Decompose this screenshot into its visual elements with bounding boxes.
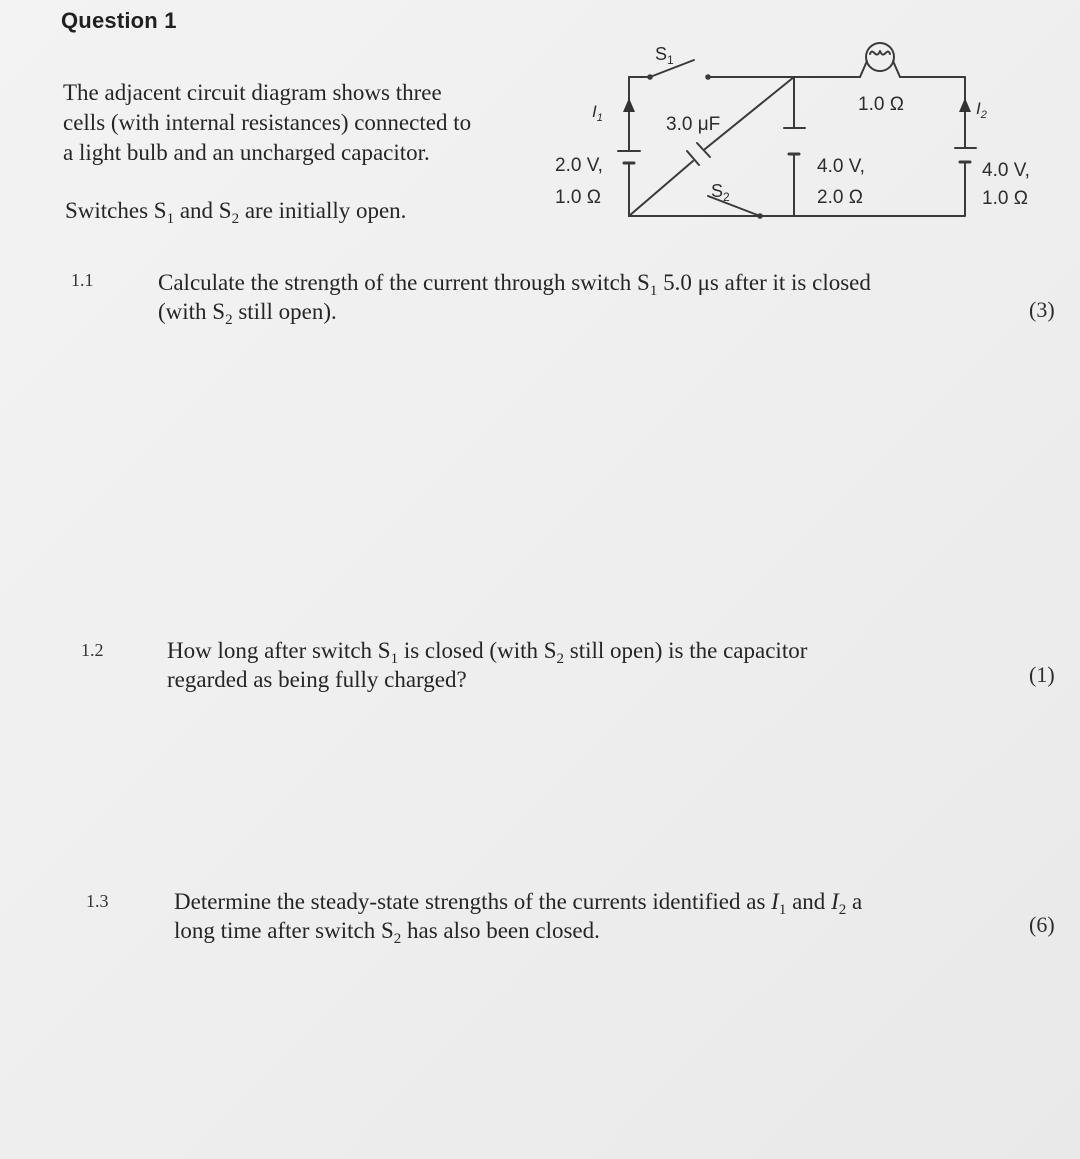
question-1-3-current-i1: I: [771, 889, 779, 914]
capacitor-diagonal-wire-left: [629, 161, 693, 216]
question-number-1-3: 1.3: [86, 891, 109, 911]
question-1-2-line-1-mid: is closed (with S: [398, 638, 557, 663]
question-1-1-line-1: [158, 268, 871, 297]
current-i2-arrow: [959, 98, 971, 112]
switches-note-prefix: Switches S: [65, 198, 167, 223]
question-1-3-current-i1-sub: 1: [778, 902, 787, 918]
question-1-1-line-2-prefix: (with S: [158, 299, 226, 324]
question-1-1-line-1-sub: 1: [649, 283, 658, 299]
question-1-2-line-1-suffix: still open) is the capacitor: [564, 638, 808, 663]
question-1-2-line-1: [167, 636, 807, 665]
question-1-3-line-2-prefix: long time after switch S: [174, 918, 394, 943]
bulb-left-lead: [860, 61, 867, 77]
current-i1-label: $I_1$: [592, 102, 603, 124]
right-cell-resistance: 1.0 Ω: [982, 188, 1028, 209]
question-1-3-line-2-suffix: has also been closed.: [401, 918, 600, 943]
switches-note-sub-1: 1: [166, 211, 175, 227]
capacitor-plate-a: [687, 151, 699, 165]
question-1-2-marks: (1): [1029, 662, 1055, 687]
current-i1-arrow: [623, 98, 635, 112]
answer-space-1-1: [60, 340, 1040, 600]
intro-line-2: cells (with internal resistances) connected to: [63, 110, 472, 135]
question-1-3-marks: (6): [1029, 912, 1055, 937]
question-number-1-2: 1.2: [81, 640, 104, 660]
question-1-3-line-2: [174, 916, 862, 945]
question-number-1-1: 1.1: [71, 270, 94, 290]
bulb-right-lead: [893, 61, 900, 77]
intro-line-1: The adjacent circuit diagram shows three: [63, 80, 442, 105]
question-1-3-line-2-sub: 2: [393, 931, 402, 947]
bulb-resistance-label: 1.0 Ω: [858, 94, 904, 115]
question-1-3-line-1-suffix: a: [846, 889, 863, 914]
left-cell-resistance: 1.0 Ω: [555, 187, 601, 208]
question-title: Question 1: [61, 8, 177, 33]
question-1-3-line-1: [174, 887, 862, 916]
question-1-3-current-i2: I: [831, 889, 839, 914]
question-1-3-current-i2-sub: 2: [838, 902, 847, 918]
capacitor-label: 3.0 μF: [666, 114, 721, 135]
question-1-1-line-1-prefix: Calculate the strength of the current through switch S: [158, 270, 650, 295]
question-1-2-line-1-prefix: How long after switch S: [167, 638, 391, 663]
intro-line-3: a light bulb and an uncharged capacitor.: [63, 140, 430, 165]
bulb-filament: [870, 51, 890, 55]
answer-space-1-2: [60, 710, 1040, 860]
question-1-1-marks: (3): [1029, 297, 1055, 322]
switches-note-suffix: are initially open.: [239, 198, 407, 223]
question-1-1-line-2: [158, 297, 871, 326]
switches-note-sub-2: 2: [231, 211, 240, 227]
answer-space-1-3: [60, 960, 1040, 1140]
switch-s2-label: $S_2$: [711, 181, 730, 204]
question-1-2-line-2: regarded as being fully charged?: [167, 667, 467, 692]
current-i2-label: $I_2$: [976, 99, 987, 121]
capacitor-diagonal-wire-right: [705, 77, 794, 149]
question-1-3-line-1-prefix: Determine the steady-state strengths of the currents identified as: [174, 889, 772, 914]
right-cell-voltage: 4.0 V,: [982, 160, 1030, 181]
left-cell-voltage: 2.0 V,: [555, 155, 603, 176]
switch-s1-label: $S_1$: [655, 44, 674, 67]
switches-note-mid: and S: [174, 198, 232, 223]
question-1-1-line-1-suffix: 5.0 μs after it is closed: [657, 270, 871, 295]
middle-cell-resistance: 2.0 Ω: [817, 187, 863, 208]
question-1-2-line-1-sub: 1: [390, 651, 399, 667]
question-1-1-text: [158, 268, 871, 326]
circuit-wire-top-right: [900, 77, 965, 148]
question-1-2-line-1-sub-2: 2: [556, 651, 565, 667]
question-1-2-text: [167, 636, 807, 694]
question-1-1-line-2-sub: 2: [225, 312, 233, 328]
bulb-circle: [866, 43, 894, 71]
circuit-diagram: [0, 0, 1080, 270]
question-1-3-line-1-mid: and: [786, 889, 832, 914]
question-1-3-text: [174, 887, 862, 945]
question-1-1-line-2-suffix: still open).: [232, 299, 337, 324]
capacitor-plate-b: [697, 143, 710, 157]
middle-cell-voltage: 4.0 V,: [817, 156, 865, 177]
switch-s1-pivot: [648, 75, 652, 79]
